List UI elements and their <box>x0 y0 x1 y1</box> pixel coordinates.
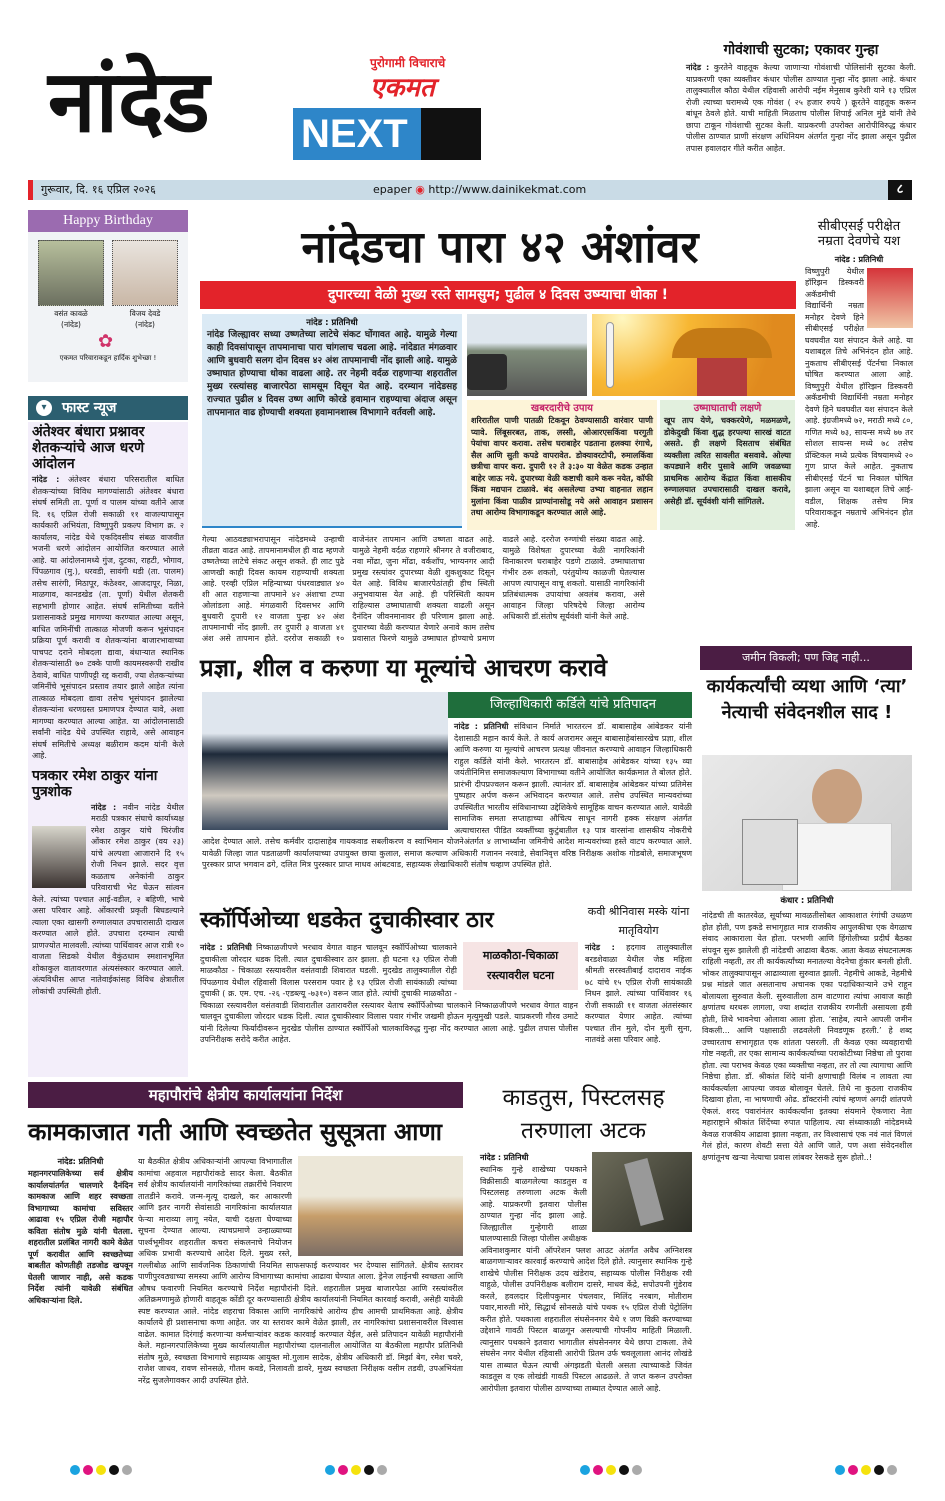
birthday-wish: एकमत परिवाराकडून हार्दिक शुभेच्छा ! <box>59 354 157 362</box>
top-brief-body: कुरतेने वाहतूक केल्या जाणाऱ्या गोवंशाची पोलिसांनी सुटका केली. याप्रकरणी एका व्यक्तीवर कंधार पोलीस ठाण्यात गुन्हा नोंद झाला आहे. कंधार तालुक्यातील कौठा येथील रहिवासी आरोपी नईम मेनुसाब कुरेशी याने १३ एप्रिल रोजी त्याच्या घरामध्ये एक गोवंश ( २५ हजार रुपये ) क्रूरतेने वाहतूक करून बांधून ठेवले होते. याची माहिती मिळताच पोलीस शिपाई अनिल मुंडे यांनी तेथे छापा टाकून गोवंशाची सुटका केली. याप्रकरणी उपरोक्त आरोपीविरुद्ध कंधार पोलीस ठाण्यात प्राणी संरक्षण अधिनियम अंतर्गत गुन्हा नोंद झाला असून पुढील तपास हवालदार गीते करीत आहेत. <box>686 63 916 153</box>
dateline: कंधार : प्रतिनिधी <box>780 896 834 906</box>
fast-news-body: अंतेश्वर बंधारा परिसरातील बाधित शेतकऱ्यांच्या विविध मागण्यांसाठी अंतेश्वर बंधारा संघर्ष समिती ता. पूर्णा व पालम यांच्या वतीने आज दि. १६ एप्रिल रोजी सकाळी ११ वाजल्यापासून कार्यकारी अभियंता, विष्णुपुरी प्रकल्प विभाग क्र. २ कार्यालय, नांदेड येथे एकदिवसीय संबळ वाजवीत भजनी धरणे आंदोलन आयोजित करण्यात आले आहे. या आंदोलनामध्ये गुंज, दुटका, राहटी, भोगाव, पिंपळगाव (मु.), धरवडी, सावंगी थडी (ता. पालम) तसेच सारंगी, मिठापूर, कंठेश्वर, आजदापूर, निळा, माळगाव, कानडखेड (ता. पूर्णा) येथील शेतकरी सहभागी होणार आहेत. संघर्ष समितीच्या वतीने प्रशासनाकडे प्रमुख मागण्या करण्यात आल्या असून, बाधित जमिनींची तात्काळ मोजणी करून भूसंपादन प्रक्रिया पूर्ण करावी व शेतकऱ्यांना बाजारभावाच्या पाचपट दराने मोबदला द्यावा, बंधाऱ्यात स्थानिक शेतकऱ्यांसाठी ७० टक्के पाणी कायमस्वरूपी राखीव ठेवावे, बाधित पाणीपट्टी रद्द करावी, ज्या शेतकऱ्यांच्या जमिनींचे भूसंपादन प्रस्ताव तयार झाले आहेत त्यांना तात्काळ मोबदला द्यावा तसेच भूसंपादन झालेल्या शेतकऱ्यांना धरणग्रस्त प्रमाणपत्र देण्यात यावे, अशा मागण्या करण्यात आल्या आहेत. या आंदोलनासाठी सर्वांनी नांदेड येथे उपस्थित राहावे, असे आवाहन संघर्ष समितीचे अध्यक्ष बळीराम कदम यांनी केले आहे. <box>32 475 184 761</box>
person-photo <box>32 826 86 888</box>
avatar <box>38 240 104 306</box>
karyakarta-headline: कार्यकर्त्यांची व्यथा आणि ‘त्या’ नेत्याची संवेदनशील साद ! <box>706 676 908 723</box>
precautions-body: शरिरातील पाणी पातळी टिकवून ठेवण्यासाठी वारंवार पाणी प्यावे. लिंबूसरबत, ताक, लस्सी, ओआरएसकिंवा घरगुती पेयांचा वापर करावा. तसेच घराबाहेर पडताना हलक्या रंगाचे, सैल आणि सुती कपडे वापरावेत. डोक्यावरटोपी, रुमालकिंवा छत्रीचा वापर करा. दुपारी १२ ते ३:३० या वेळेत कडक उन्हात बाहेर जाऊ नये. दुपारच्या वेळी कष्टाची कामे करू नयेत, कॉफी किंवा मद्यपान टाळावे. बंद असलेल्या उभ्या वाहनात लहान मुलांना किंवा पाळीव प्राण्यांनासोडू नये असे आवाहन प्रशासन तथा आरोग्य विभागाकडून करण्यात आले आहे. <box>471 416 653 517</box>
top-brief-headline: गोवंशाची सुटका; एकावर गुन्हा <box>723 42 879 58</box>
birthday-place: (नांदेड) <box>135 320 155 329</box>
pistol-story <box>480 1152 692 1451</box>
registration-marks <box>70 1460 900 1472</box>
mayor-story <box>138 1156 463 1451</box>
kavi-body: हदगाव तालुक्यातील बरडशेवाळा येथील जेष्ठ महिला श्रीमती सरस्वतीबाई दादाराव नाईक ७८ यांचे १५ एप्रिल रोजी सायंकाळी निधन झाले. त्यांच्या पार्थिवावर १६ रोजी सकाळी ११ वाजता अंतसंस्कार करण्यात येणार आहेत. त्यांच्या पश्चात तीन मुले, दोन मुली सुना, नातवंडे असा परिवार आहे. <box>585 943 692 1044</box>
pistol-body: स्थानिक गुन्हे शाखेच्या पथकाने विक्रीसाठी बाळगलेल्या काडतुस व पिस्टलसह तरुणाला अटक केली आहे. याप्रकरणी इतवारा पोलीस ठाण्यात गुन्हा नोंद झाला आहे. जिल्ह्यातील गुन्हेगारी शाळा घालण्यासाठी जिल्हा पोलीस अधीक्षक अविनाशकुमार यांनी ऑपरेशन फ्लश आउट अंतर्गत अवैध अग्निशस्त्र बाळगणाऱ्यावर कारवाई करण्याचे आदेश दिले होते. त्यानुसार स्थानिक गुन्हे शाखेचे पोलीस निरीक्षक उदय खंडेराय, सहाय्यक पोलीस निरीक्षक रवी वाहुळे, पोलीस उपनिरीक्षक बलीराम दासरे, माधव केंद्रे, सपोउपनी गुंडेराव करले, हवलदार दिलीपकुमार पंचलवार, मिलिंद नरबाग, मोतीराम पवार,मारुती मोरे, सिद्धार्थ सोनसळे यांचे पथक १५ एप्रिल रोजी पेट्रोलिंग करीत होते. पथकाला शहरातील संघसेननगर येथे १ जण विक्री करण्याच्या उद्देशाने गावठी पिस्टल बाळगून असल्याची गोपनीय माहिती मिळाली. त्यानुसार पथकाने इतवारा भागातील संघसेननगर येथे छापा टाकला. तेथे संघसेन नगर येथील रहिवासी आरोपी प्रितम उर्फ चवलूलाला आनंद लोखंडे यास ताब्यात घेऊन त्याची अंगझडती घेतली असता त्याच्याकडे जिवंत काडतूस व एक लोखंडी गावठी पिस्टल आढळले. ते जप्त करून उपरोक्त आरोपीला इतवारा पोलीस ठाण्याच्या ताब्यात देण्यात आले आहे. <box>480 1165 692 1393</box>
leader-reading-photo <box>702 755 912 891</box>
scorpio-body: निष्काळजीपणे भरधाव वेगात वाहन चालवून स्कॉर्पिओच्या चालकाने दुचाकीला जोरदार धडक दिली. त्यात दुचाकीस्वार ठार झाला. ही घटना १३ एप्रिल रोजी माळकौठा - चिकाळा रस्त्यावरील वसंतवाडी शिवारात घडली. मुदखेड तालुक्यातील रोही पिंपळगाव येथील रहिवासी विलास परसराम पवार हे १३ एप्रिल रोजी सायंकाळी त्यांच्या दुचाकी ( क्र. एम. एच. -२६ -एडब्ल्यू -७३१०) वरून जात होते. त्यांची दुचाकी माळकौठा - चिकाळा रस्त्यावरील वसंतवाडी शिवारातील उतारावरील रस्त्यावर येताच स्कॉर्पिओच्या चालकाने निष्काळजीपणे भरधाव वेगात वाहन चालवून दुचाकीला जोरदार धडक दिली. त्यात दुचाकीस्वार विलास पवार गंभीर जखमी होऊन मृत्युमुखी पडले. याप्रकरणी गौरव उमाटे यांनी दिलेल्या फिर्यादीवरून मुदखेड पोलीस ठाण्यात स्कॉर्पिओ चालकाविरुद्ध गुन्हा नोंद करण्यात आला आहे. पुढील तपास पोलीस उपनिरीक्षक सरोदे करीत आहेत. <box>200 943 578 1044</box>
cbse-body: विष्णुपुरी येथील हॉरिझन डिस्कवरी अकॅडमीची विद्यार्थिनी नम्रता मनोहर देवणे हिने सीबीएसई परीक्षेत घवघवीत यश संपादन केले आहे. या यशाबद्दल तिचे अभिनंदन होत आहे. नुकताच सीबीएसई पॅटर्नचा निकाल घोषित करण्यात आला आहे. विष्णुपुरी येथील हॉरिझन डिस्कवरी अकॅडमीची विद्यार्थिनी नम्रता मनोहर देवणे हिने घवघवीत यश संपादन केले आहे. इंग्रजीमध्ये ७२, मराठी मध्ये ८०, गणित मध्ये ७३, सायन्स मध्ये ७७ तर सोशल सायन्स मध्ये ७८ तसेच प्रॅक्टिकल मध्ये प्रत्येक विषयामध्ये २० गुण प्राप्त केले आहेत. नुकताच सीबीएसई पॅटर्न चा निकाल घोषित झाला असून या यशाबद्दल तिचे आई-वडील, शिक्षक तसेच मित्र परिवाराकडून नम्रताचे अभिनंदन होत आहे. <box>805 266 913 529</box>
cbse-headline: सीबीएसई परीक्षेत नम्रता देवणेचे यश <box>817 219 901 249</box>
collector-story <box>202 692 692 897</box>
fast-news-title: फास्ट न्यूज <box>62 400 117 416</box>
mayor-body: या बैठकीत क्षेत्रीय अधिकाऱ्यांनी आपल्या विभागातील कामांचा अहवाल महापौरांकडे सादर केला. बैठकीत सर्व क्षेत्रीय कार्यालयांनी नागरिकांच्या तक्रारींचे निवारण तातडीने करावे. जन्म-मृत्यू दाखले, कर आकारणी आणि इतर नागरी सेवांसाठी नागरिकांना कार्यालयात फेऱ्या माराव्या लागू नयेत, याची दक्षता घेण्याच्या सूचना देण्यात आल्या. त्याचप्रमाणे उन्हाळ्याच्या पार्श्वभूमीवर शहरातील कचरा संकलनाचे नियोजन अधिक प्रभावी करण्याचे आदेश दिले. मुख्य रस्ते, गल्लीबोळ आणि सार्वजनिक ठिकाणांची नियमित साफसफाई करण्यावर भर देण्यास सांगितले. क्षेत्रीय स्तरावर पाणीपुरवठ्याच्या समस्या आणि आरोग्य विभागाच्या कामांचा आढावा घेण्यात आला. ड्रेनेज लाईनची स्वच्छता आणि औषध फवारणी नियमित करण्याचे निर्देश महापौरांनी दिले. शहरातील प्रमुख बाजारपेठा आणि रस्त्यांवरील अतिक्रमणामुळे होणारी वाहतूक कोंडी दूर करण्यासाठी क्षेत्रीय कार्यालयांनी नियमित कारवाई करावी, असेही यावेळी स्पष्ट करण्यात आले. नांदेड शहराचा विकास आणि नागरिकांचे आरोग्य हीच आमची प्राथमिकता आहे. क्षेत्रीय कार्यालये ही प्रशासनाचा कणा आहेत. जर या स्तरावर कामे वेळेत झाली, तर नागरिकांचा प्रशासनावरील विश्वास वाढेल. कामात दिरंगाई करणाऱ्या कर्मचाऱ्यांवर कडक कारवाई करण्यात येईल, असे प्रतिपादन यावेळी महापौरांनी केले. महानगरपालिकेच्या मुख्य कार्यालयातील महापौरांच्या दालनातील आयोजित या बैठकीला महापौर प्रतिनिधी संतोष मुळे, स्वच्छता विभागाचे सहाय्यक आयुक्त मो.गुलाम सादेक, क्षेत्रीय अधिकारी डॉ. मिर्झा बेग, रमेश चवरे, राजेश जाधव, रावण सोनसळे, गौतम कवडे, निलावती डावरे, मुख्य स्वच्छता निरीक्षक वसीम तडवी, उपअभियंता नरेंद्र सुजलेगावकर आदी उपस्थित होते. <box>138 1157 463 1385</box>
precautions-box <box>467 400 657 530</box>
book-icon <box>742 819 798 885</box>
lead-body: गेल्या आठवड्याभरापासून नांदेडमध्ये उन्हाची तीव्रता वाढत आहे. तापमानामधील ही वाढ म्हणजे उष्णतेच्या लाटेचे संकट असून शकते. ही लाट पुढे आणखी काही दिवस कायम राहण्याची शक्यता आहे. एरव्ही एप्रिल महिन्याच्या पंधरवाड्यात ४० शी आत राहणाऱ्या तापमाने ४२ अंशाचा टप्पा ओलांडला आहे. मंगळवारी दिवसभर आणि बुधवारी दुपारी १२ वाजता पुन्हा ४२ अंश तापमानाची नोंद झाली. तर दुपारी ३ वाजता ४१ अंश असे तापमान होते. दररोज सकाळी १० वाजेनंतर तापमान आणि उष्णता वाढत आहे. यामुळे नेहमी वर्दळ राहणारे श्रीनगर ते वजीराबाद, नवा मोंढा, जुना मोंढा, वर्कशॉप, भाग्यनगर आदी प्रमुख रस्त्यांवर दुपारच्या वेळी शुकशुकाट दिसून येत आहे. विविध बाजारपेठांतही हीच स्थिती अनुभवायास येत आहे. ही परिस्थिती कायम राहिल्यास उष्माघाताची शक्यता वाढली असून दैनंदिन जीवनमानावर ही परिणाम झाला आहे. दुपारच्या वेळी करण्यात येणारे अनावे काम तसेच प्रवासात फिरणे यामुळे उष्माघात होण्याचे प्रमाण वाढले आहे. दररोज रुग्णांची संख्या वाढत आहे. यामुळे विशेषतः दुपारच्या वेळी नागरिकांनी विनाकारण घराबाहेर पडणे टाळावे. उष्माघाताचा गंभीर ठरू शकतो, परंतुयोग्य काळजी घेतल्यास आपण त्यापासून वाचू शकतो. यासाठी नागरिकांनी प्रतिबंधात्मक उपायांचा अवलंब करावा, असे आवाहन जिल्हा परिषदेचे जिल्हा आरोग्य अधिकारी डॉ.संतोष सूर्यवंशी यांनी केले आहे. <box>202 535 645 643</box>
precautions-title: खबरदारीचे उपाय <box>531 403 593 414</box>
birthday-box <box>28 210 188 382</box>
heatwave-photo <box>592 314 795 396</box>
mayor-lead: महानगरपालिकेच्या सर्व क्षेत्रीय कार्यालयांतर्गत चालणारे दैनंदिन कामकाज आणि शहर स्वच्छता विभागाच्या कामांचा सविस्तर आढावा १५ एप्रिल रोजी महापौर कविता संतोष मुळे यांनी घेतला. शहरातील प्रलंबित नागरी कामे वेळेत पूर्ण करावीत आणि स्वच्छतेच्या बाबतीत कोणतीही तडजोड खपवून घेतली जाणार नाही, असे कडक निर्देश त्यांनी यावेळी संबंधित अधिकाऱ्यांना दिले. <box>28 1169 133 1305</box>
birthday-title: Happy Birthday <box>28 210 188 232</box>
top-brief <box>686 40 916 176</box>
fast-news-body: नवीन नांदेड येथील मराठी पत्रकार संघाचे कार्याध्यक्ष रमेश ठाकुर यांचे चिरंजीव ओंकार रमेश ठाकुर (वय २३) यांचे अल्पशा आजाराने दि १५ रोजी निधन झाले. सदर वृत्त कळताच अनेकांनी ठाकुर परिवाराची भेट घेऊन सांत्वन केले. त्यांच्या पश्चात आई-वडील, २ बहिणी, भाचे असा परिवार आहे. ओंकारची प्रकृती बिघडल्याने त्याला एका खासगी रुग्णालयात उपचारासाठी दाखल करण्यात आले होते. उपचारा दरम्यान त्याची प्राणज्योत मालवली. त्यांच्या पार्थिवावर आज रात्री १० वाजता सिडको येथील वैकुंठधाम स्मशानभूमित शोकाकुल वातावरणात अंत्यसंस्कार करण्यात आले. अंत्यविधीस आप्त नातेवाईकांसह विविध क्षेत्रातील लोकांची उपस्थिती होती. <box>32 802 184 996</box>
pistol-headline-line2: तरुणाला अटक <box>520 1118 647 1144</box>
birthday-name: विजय देवडे <box>129 309 161 318</box>
fast-news-headline: अंतेश्वर बंधारा प्रश्नावर शेतकऱ्यांचे आज धरणे आंदोलन <box>32 424 145 473</box>
flower-icon: ✿ <box>98 331 114 352</box>
kavi-story <box>585 942 692 1077</box>
dateline: नांदेड: प्रतिनिधी <box>57 1157 104 1166</box>
masthead-title: नांदेड <box>48 52 210 152</box>
collector-body: संविधान निर्माते भारतरत्न डॉ. बाबासाहेब आंबेडकर यांनी देशासाठी महान कार्य केले. ते कार्य अजरामर असून बाबासाहेबांसारखेच प्रज्ञा, शील आणि करुणा या मूल्यांचे आचरण प्रत्यक्ष जीवनात करण्याचे आवाहन जिल्हाधिकारी राहुल कर्डिले यांनी केले. भारतरत्न डॉ. बाबासाहेब आंबेडकर यांच्या १३५ व्या जयंतीनिमित्त समाजकल्याण विभागाच्या वतीने आयोजित कार्यक्रमात ते बोलत होते. प्रारंभी दीपप्रज्वलन करून झाली. त्यानंतर डॉ. बाबासाहेब आंबेडकर यांच्या प्रतिमेस पुष्पहार अर्पण करून अभिवादन करण्यात आले. तसेच उपस्थित मान्यवरांच्या उपस्थितीत भारतीय संविधानाच्या उद्देशिकेचे सामूहिक वाचन करण्यात आले. यावेळी सामाजिक समता सप्ताहाच्या औचित्य साधून नागरी हक्क संरक्षण अंतर्गत अत्याचारास्त पीडित व्यक्तींच्या कुटुंबातील १३ पात्र वारसांना शासकीय नोकरीचे आदेश देण्यात आले. तसेच कर्मवीर दादासाहेब गायकवाड सबलीकरण व स्वाभिमान योजनेअंतर्गत ४ लाभार्थ्यांना जमिनीचे आदेश मान्यवरांच्या हस्ते वाटप करण्यात आले. यावेळी जिल्हा जात पडताळणी कार्यालयाच्या उपायुक्त छाया कुलाल, समाज कल्याण अधिकारी गजानन नरवाडे, सेवानिवृत्त वरिष्ठ निरीक्षक अशोक गोडबोले, समाजभूषण पुरस्कार प्राप्त भगवान ढगे, दलित मित्र पुरस्कार प्राप्त माधव आंबटवाड, सहाय्यक लेखाधिकारी संतोष चव्हाण उपस्थित होते. <box>202 722 692 869</box>
lead-headline: नांदेडचा पारा ४२ अंशांवर <box>301 222 699 273</box>
award-ceremony-photo <box>202 692 448 830</box>
cbse-story <box>805 220 913 640</box>
epaper-label: epaper <box>373 183 412 196</box>
dateline: नांदेड : <box>32 475 60 485</box>
symptoms-box <box>660 400 795 530</box>
date-bar <box>28 180 912 200</box>
karyakarta-kicker: जमीन विकली; पण जिद्द नाही... <box>700 646 912 670</box>
next-logo <box>293 108 481 160</box>
mayor-headline: कामकाजात गती आणि स्वच्छतेत सुसूत्रता आणा <box>28 1118 443 1146</box>
dateline: नांदेड : <box>91 802 117 812</box>
collector-headline: प्रज्ञा, शील व करुणा या मूल्यांचे आचरण करावे <box>200 654 607 682</box>
birthday-name: वसंत कावळे <box>54 309 88 318</box>
pistol-headline-line1: काडतुस, पिस्टलसह <box>502 1085 665 1111</box>
birthday-place: (नांदेड) <box>61 320 81 329</box>
road-photo <box>467 314 587 396</box>
fast-news-column <box>28 422 188 1077</box>
meeting-photo <box>298 1156 463 1256</box>
lead-subhead: दुपारच्या वेळी मुख्य रस्ते सामसुम; पुढील ४ दिवस उष्म्याचा धोका ! <box>200 281 796 309</box>
dateline: नांदेड : प्रतिनिधी <box>306 318 358 328</box>
epaper-link[interactable] <box>373 183 586 197</box>
symptoms-body: खूप ताप येणे, चक्करयेणे, मळमळणे, डोकेदुखी किंवा शुद्ध हरपल्या सारखं वाटत असते. ही लक्षणे दिसताच संबंधित व्यक्तीला त्वरित सावलीत बसवावे. ओल्या कपड्याने शरीर पुसावे आणि जवळच्या प्राथमिक आरोग्य केंद्रात किंवा शासकीय रुग्णालयात उपचारासाठी दाखल करावे, असेही डॉ. सूर्यवंशी यांनी सांगितले. <box>664 416 791 506</box>
pistol-photo <box>592 1152 692 1232</box>
dateline: नांदेड : प्रतिनिधी <box>454 722 509 731</box>
masthead-brand-logo: एकमत <box>370 73 435 103</box>
dateline: नांदेड : प्रतिनिधी <box>480 1153 529 1162</box>
scorpio-story <box>200 942 578 1077</box>
student-photo <box>867 268 913 328</box>
scorpio-headline: स्कॉर्पिओच्या धडकेत दुचाकीस्वार ठार <box>200 908 494 933</box>
mayor-lead-col <box>28 1156 133 1451</box>
globe-icon: ◉ <box>415 183 425 196</box>
dateline: नांदेड : प्रतिनिधी <box>834 254 884 264</box>
fast-news-headline: पत्रकार रमेश ठाकुर यांना पुत्रशोक <box>32 767 158 800</box>
masthead-tagline: पुरोगामी विचाराचे <box>370 56 446 70</box>
scorpio-box: माळकौठा-चिकाळा रस्त्यावरील घटना <box>463 942 578 990</box>
lead-intro: नांदेड जिल्ह्यावर सध्या उष्णतेच्या लाटेचे संकट घोंगावत आहे. यामुळे गेल्या काही दिवसांपासून तापमानाचा पारा चांगलाच चढला आहे. नांदेडात मंगळवार आणि बुधवारी सलग दोन दिवस ४२ अंश तापमानाची नोंद झाली आहे. यामुळे उष्माघात होण्याचा धोका वाढला आहे. तर नेहमी वर्दळ राहणाऱ्या शहरातील मुख्य रस्त्यांसह बाजारपेठा सामसूम दिसून येत आहे. दरम्यान नांदेडसह राज्यात पुढील ४ दिवस उष्ण आणि कोरडे हवामान राहण्याचा अंदाज असून तापमानात वाढ होण्याची शक्यता हवामानशास्त्र विभागाने वर्तवली आहे. <box>207 330 457 418</box>
symptoms-title: उष्माघाताची लक्षणे <box>693 403 762 414</box>
dateline: नांदेड : <box>686 63 710 72</box>
fast-news-header <box>28 396 188 420</box>
website-url[interactable]: http://www.dainikekmat.com <box>428 183 587 196</box>
chevron-down-icon: ▾ <box>36 400 52 416</box>
dateline: नांदेड : <box>585 943 615 952</box>
thermometer-icon <box>606 322 614 388</box>
karyakarta-body: नांदेडची ती कातरवेळ, सूर्याच्या मावळतीसोबत आकाशात रंगांची उधळण होत होती, पण इकडे सभागृहात मात्र राजकीय आपुलकीचा एक वेगळाच संवाद आकाराला येत होता. परभणी आणि हिंगोलीच्या प्रदीर्घ बैठका संपवून सुरू झालेली ही नांदेडची आढावा बैठक. आता केवळ संघटनात्मक राहिली नव्हती, तर ती कार्यकर्त्यांच्या मनातल्या वेदनेचा हुंकार बनली होती. भोकर तालुक्यापासून आढाव्याला सुरुवात झाली. नेहमीचे आकडे, नेहमीचे प्रश्न मांडले जात असतानाच अचानक एका पदाधिकाऱ्याने उभे राहून बोलायला सुरुवात केली. सुरुवातीला ठाम वाटणारा त्यांचा आवाज काही क्षणांतच थरथरू लागला, ज्या शब्दांत राजकीय रणनीती असायला हवी होती, तिथे भावनेचा ओलावा आला होता. ‘साहेब, त्याने आपली जमीन विकली... आणि पक्षासाठी लढवलेली निवडणूक हरली.’ हे शब्द उच्चारताच सभागृहात एक शांतता पसरली. ती केवळ एका व्यवहाराची गोष्ट नव्हती, तर एका सामान्य कार्यकर्त्याच्या पराकोटीच्या निष्ठेचा तो पुरावा होता. त्या पराभव केवळ एका व्यक्तीचा नव्हता, तर तो त्या त्यागाचा आणि निष्ठेचा होता. डॉ. श्रीकांत शिंदे यांनी क्षणाचाही विलंब न लावता त्या कार्यकर्त्याला आपल्या जवळ बोलावून घेतले. तिथे ना कुठला राजकीय दिखावा होता, ना भाषणाची ओढ. डॉक्टरांनी त्यांचं म्हणणं अगदी शांतपणे ऐकलं. शरद पवारांनंतर कार्यकर्त्यांना इतक्या संयमाने ऐकणारा नेता महाराष्ट्राने श्रीकांत शिंदेंच्या रुपात पाहिलाय. त्या संध्याकाळी नांदेडमध्ये केवळ राजकीय आढावा झाला नव्हता, तर विश्वासाचं एक नवं नातं विणलं गेलं होतं, कारण शेवटी सत्ता येते आणि जाते, पण अशा संवेदनशील क्षणांतूनच खऱ्या नेत्याचा प्रवास लांबवर रेसकडे सुरू होतो..! <box>702 911 912 1162</box>
avatar <box>112 240 178 306</box>
kavi-headline: कवी श्रीनिवास मस्के यांना मातृवियोग <box>587 905 690 937</box>
dateline: नांदेड : प्रतिनिधी <box>200 943 252 952</box>
mayor-kicker: महापौरांचे क्षेत्रीय कार्यालयांना निर्देश <box>28 1082 463 1108</box>
lead-intro-box <box>202 314 462 528</box>
page-number: ८ <box>888 180 912 200</box>
issue-date: गुरूवार, दि. १६ एप्रिल २०२६ <box>41 183 156 196</box>
collector-subhead: जिल्हाधिकारी कर्डिले यांचे प्रतिपादन <box>202 692 692 718</box>
pistol-headline <box>475 1082 692 1148</box>
pistol-icon <box>624 1158 664 1226</box>
next-logo-text: NEXT <box>301 112 408 156</box>
